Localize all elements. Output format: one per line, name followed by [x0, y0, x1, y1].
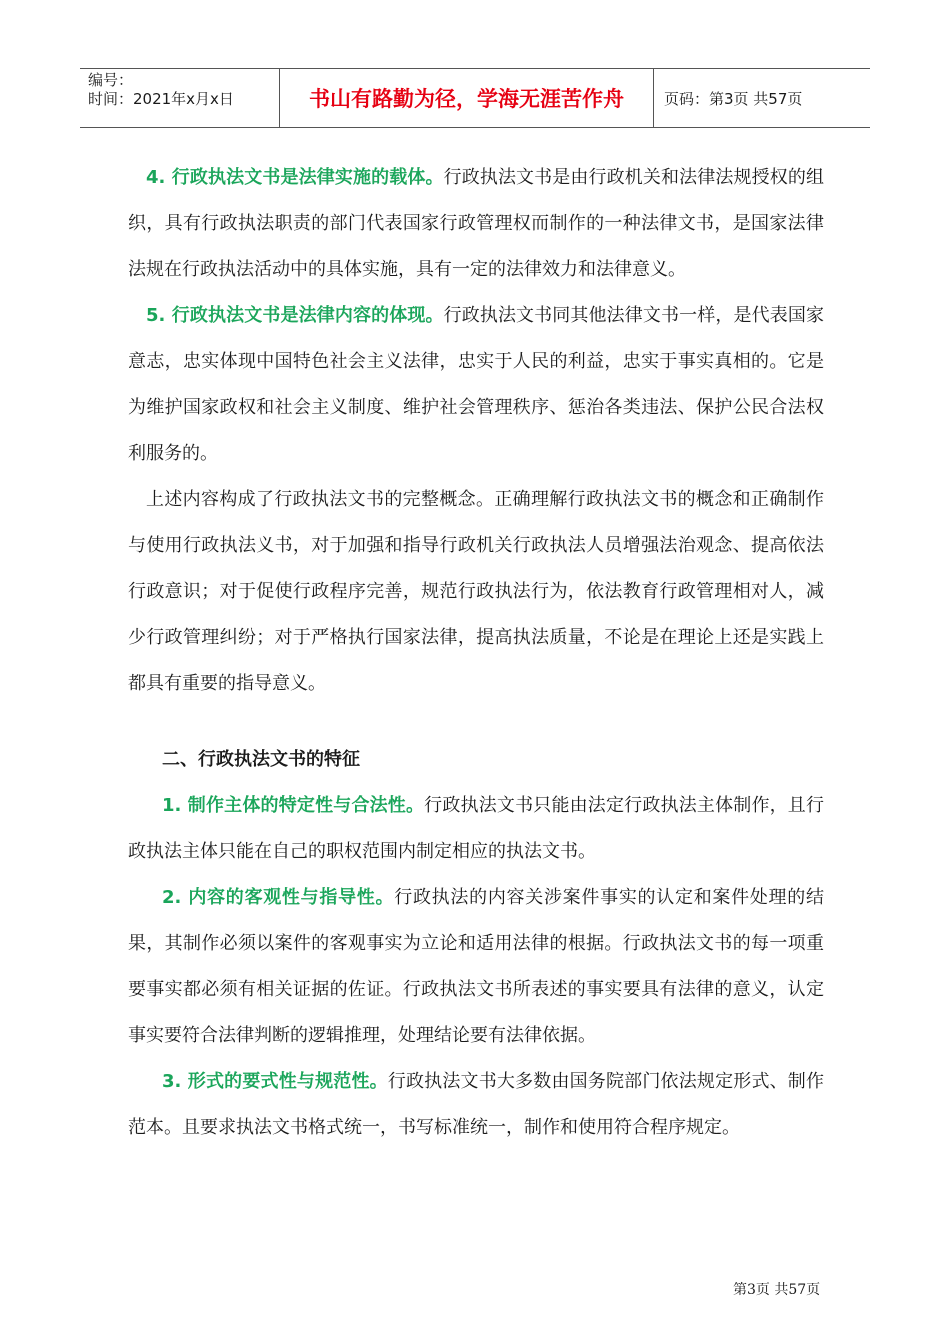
- feature-text: 行政执法文书只能由法定行政执法主体制作，且行政执法主体只能在自己的职权范围内制定相应的执法文书。: [128, 795, 824, 862]
- paragraph-text: 行政执法文书是由行政机关和法律法规授权的组织，具有行政执法职责的部门代表国家行政管理权而制作的一种法律文书，是国家法律法规在行政执法活动中的具体实施，具有一定的法律效力和法律意义。: [128, 167, 824, 280]
- document-number-label: 编号：: [88, 71, 134, 89]
- paragraph-heading: 4. 行政执法文书是法律实施的载体。: [146, 167, 444, 188]
- feature-2: [128, 875, 824, 1059]
- feature-heading: 2. 内容的客观性与指导性。: [162, 887, 395, 908]
- feature-1: [128, 783, 824, 875]
- document-body: [128, 155, 824, 1151]
- paragraph-heading: 5. 行政执法文书是法律内容的体现。: [146, 305, 444, 326]
- paragraph-4: [128, 155, 824, 293]
- feature-heading: 1. 制作主体的特定性与合法性。: [162, 795, 425, 816]
- feature-text: 行政执法的内容关涉案件事实的认定和案件处理的结果，其制作必须以案件的客观事实为立论和适用法律的根据。行政执法文书的每一项重要事实都必须有相关证据的佐证。行政执法文书所表述的事实要具有法律的意义，认定事实要符合法律判断的逻辑推理，处理结论要有法律依据。: [128, 887, 824, 1046]
- paragraph-text: 上述内容构成了行政执法文书的完整概念。正确理解行政执法文书的概念和正确制作与使用行政执法义书，对于加强和指导行政机关行政执法人员增强法治观念、提高依法行政意识；对于促使行政程序完善，规范行政执法行为，依法教育行政管理相对人，减少行政管理纠纷；对于严格执行国家法律，提高执法质量，不论是在理论上还是实践上都具有重要的指导意义。: [128, 489, 824, 694]
- header-page-number: 页码：第3页 共57页: [664, 89, 803, 108]
- paragraph-summary: [128, 477, 824, 707]
- section-title: 二、行政执法文书的特征: [162, 749, 360, 770]
- feature-3: [128, 1059, 824, 1151]
- feature-heading: 3. 形式的要式性与规范性。: [162, 1071, 388, 1092]
- paragraph-5: [128, 293, 824, 477]
- header-motto: 书山有路勤为径，学海无涯苦作舟: [280, 69, 654, 127]
- page-header: [80, 68, 870, 128]
- paragraph-text: 行政执法文书同其他法律文书一样，是代表国家意志，忠实体现中国特色社会主义法律，忠实于人民的利益，忠实于事实真相的。它是为维护国家政权和社会主义制度、维护社会管理秩序、惩治各类违法、保护公民合法权利服务的。: [128, 305, 824, 464]
- document-time-label: 时间：2021年x月x日: [88, 90, 234, 108]
- header-meta: [80, 69, 280, 127]
- page-footer: 第3页 共57页: [733, 1282, 821, 1298]
- feature-text: 行政执法文书大多数由国务院部门依法规定形式、制作范本。且要求执法文书格式统一，书写标准统一，制作和使用符合程序规定。: [128, 1071, 824, 1138]
